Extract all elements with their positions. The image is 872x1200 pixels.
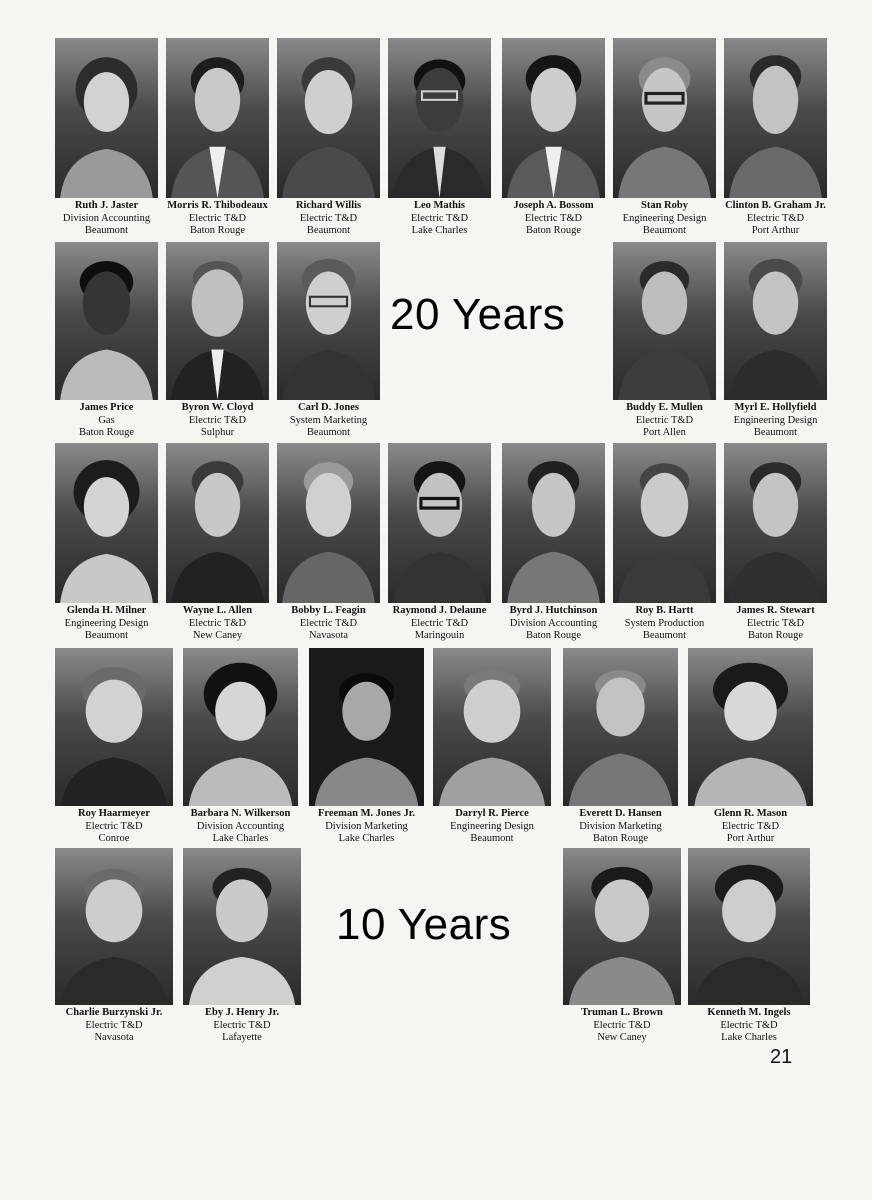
person-location: Maringouin <box>414 630 465 641</box>
person-name: Morris R. Thibodeaux <box>167 200 268 211</box>
heading-20-years: 20 Years <box>390 290 566 339</box>
person-name: Myrl E. Hollyfield <box>734 402 817 413</box>
person-location: Lake Charles <box>212 833 269 844</box>
person-card <box>183 848 301 1045</box>
person-location: Port Allen <box>643 427 686 438</box>
person-card <box>388 443 491 643</box>
person-name: James R. Stewart <box>736 605 815 616</box>
person-department: Electric T&D <box>188 617 247 629</box>
person-department: Engineering Design <box>64 617 149 629</box>
person-card <box>309 648 424 846</box>
person-card <box>613 443 716 643</box>
portrait-photo <box>688 648 813 806</box>
person-name: Glenn R. Mason <box>713 808 788 819</box>
person-name: Byron W. Cloyd <box>181 402 254 413</box>
portrait-photo <box>183 648 298 806</box>
person-card <box>613 38 716 238</box>
person-department: Electric T&D <box>188 212 247 224</box>
person-location: Baton Rouge <box>592 833 649 844</box>
person-card <box>55 648 173 846</box>
person-card <box>55 848 173 1045</box>
person-card <box>166 38 269 238</box>
heading-10-years: 10 Years <box>336 900 512 949</box>
person-card <box>502 38 605 238</box>
person-location: Baton Rouge <box>189 225 246 236</box>
portrait-photo <box>388 38 491 198</box>
portrait-photo <box>277 242 380 400</box>
person-name: Clinton B. Graham Jr. <box>725 200 826 211</box>
person-card <box>433 648 551 846</box>
person-department: Electric T&D <box>720 1019 778 1031</box>
person-location: Port Arthur <box>751 225 800 236</box>
person-name: Bobby L. Feagin <box>291 605 366 616</box>
person-department: Electric T&D <box>746 212 805 224</box>
person-card <box>55 242 158 440</box>
person-location: Beaumont <box>84 225 129 236</box>
portrait-photo <box>388 443 491 603</box>
person-name: Joseph A. Bossom <box>513 200 594 211</box>
person-card <box>563 648 678 846</box>
person-card <box>55 38 158 238</box>
person-department: Gas <box>98 414 115 426</box>
person-name: Stan Roby <box>641 200 688 211</box>
portrait-photo <box>724 38 827 198</box>
person-department: Electric T&D <box>593 1019 651 1031</box>
portrait-photo <box>55 242 158 400</box>
person-department: Division Marketing <box>579 820 662 832</box>
person-location: Beaumont <box>470 833 514 844</box>
person-name: Roy B. Hartt <box>635 605 694 616</box>
portrait-photo <box>724 443 827 603</box>
portrait-photo <box>563 848 681 1005</box>
page-number: 21 <box>770 1046 793 1068</box>
person-name: Barbara N. Wilkerson <box>190 808 291 819</box>
person-location: Sulphur <box>200 427 235 438</box>
person-department: Electric T&D <box>524 212 583 224</box>
person-location: Beaumont <box>642 630 687 641</box>
person-card <box>724 443 827 643</box>
person-name: Truman L. Brown <box>581 1007 663 1018</box>
person-name: Everett D. Hansen <box>579 808 662 819</box>
person-department: System Production <box>624 617 705 629</box>
portrait-photo <box>309 648 424 806</box>
portrait-photo <box>502 38 605 198</box>
portrait-photo <box>613 38 716 198</box>
person-location: Beaumont <box>642 225 687 236</box>
person-department: Electric T&D <box>85 1019 143 1031</box>
person-name: Charlie Burzynski Jr. <box>65 1007 163 1018</box>
person-name: Raymond J. Delaune <box>392 605 487 616</box>
portrait-photo <box>277 443 380 603</box>
person-location: Lafayette <box>222 1032 262 1043</box>
person-location: Beaumont <box>306 427 351 438</box>
person-location: Baton Rouge <box>747 630 804 641</box>
person-department: Electric T&D <box>299 212 358 224</box>
person-card <box>613 242 716 440</box>
person-department: Division Accounting <box>196 820 285 832</box>
person-location: Lake Charles <box>338 833 395 844</box>
portrait-photo <box>433 648 551 806</box>
portrait-photo <box>724 242 827 400</box>
person-location: Baton Rouge <box>525 630 582 641</box>
person-card <box>724 242 827 440</box>
portrait-photo <box>166 443 269 603</box>
person-name: Wayne L. Allen <box>182 605 253 616</box>
portrait-photo <box>55 648 173 806</box>
person-card <box>688 648 813 846</box>
person-department: Electric T&D <box>410 212 469 224</box>
person-location: New Caney <box>192 630 243 641</box>
person-location: Baton Rouge <box>525 225 582 236</box>
person-location: New Caney <box>597 1032 647 1043</box>
person-name: James Price <box>79 402 134 413</box>
person-location: Conroe <box>98 833 130 844</box>
person-card <box>166 443 269 643</box>
person-department: Electric T&D <box>721 820 780 832</box>
person-card <box>166 242 269 440</box>
person-name: Glenda H. Milner <box>66 605 147 616</box>
person-card <box>55 443 158 643</box>
portrait-photo <box>688 848 810 1005</box>
person-name: Roy Haarmeyer <box>77 808 150 819</box>
person-name: Buddy E. Mullen <box>626 402 703 413</box>
person-location: Port Arthur <box>726 833 775 844</box>
person-card <box>688 848 810 1045</box>
person-department: Electric T&D <box>410 617 469 629</box>
portrait-photo <box>55 848 173 1005</box>
person-card <box>183 648 298 846</box>
person-card <box>277 38 380 238</box>
portrait-photo <box>502 443 605 603</box>
person-name: Byrd J. Hutchinson <box>509 605 598 616</box>
person-name: Freeman M. Jones Jr. <box>317 808 416 819</box>
person-department: Electric T&D <box>188 414 247 426</box>
person-location: Beaumont <box>753 427 798 438</box>
person-location: Beaumont <box>84 630 129 641</box>
person-location: Beaumont <box>306 225 351 236</box>
portrait-photo <box>277 38 380 198</box>
person-department: Electric T&D <box>746 617 805 629</box>
person-card <box>277 443 380 643</box>
person-name: Kenneth M. Ingels <box>707 1007 791 1018</box>
person-card <box>563 848 681 1045</box>
person-name: Carl D. Jones <box>298 402 359 413</box>
portrait-photo <box>613 242 716 400</box>
person-card <box>277 242 380 440</box>
person-card <box>724 38 827 238</box>
person-location: Navasota <box>308 630 349 641</box>
portrait-photo <box>55 38 158 198</box>
person-name: Richard Willis <box>295 200 362 211</box>
person-name: Leo Mathis <box>413 200 466 211</box>
person-name: Darryl R. Pierce <box>455 808 529 819</box>
portrait-photo <box>166 38 269 198</box>
person-department: Electric T&D <box>213 1019 271 1031</box>
portrait-photo <box>166 242 269 400</box>
person-department: Division Accounting <box>509 617 598 629</box>
person-location: Lake Charles <box>721 1032 777 1043</box>
portrait-photo <box>55 443 158 603</box>
person-department: System Marketing <box>289 414 368 426</box>
person-department: Engineering Design <box>733 414 818 426</box>
person-department: Engineering Design <box>622 212 707 224</box>
person-name: Eby J. Henry Jr. <box>205 1007 279 1018</box>
person-card <box>502 443 605 643</box>
person-department: Electric T&D <box>85 820 143 832</box>
person-department: Division Marketing <box>325 820 408 832</box>
portrait-photo <box>613 443 716 603</box>
portrait-photo <box>183 848 301 1005</box>
person-location: Lake Charles <box>411 225 468 236</box>
person-department: Division Accounting <box>62 212 151 224</box>
person-department: Electric T&D <box>299 617 358 629</box>
person-card <box>388 38 491 238</box>
person-location: Baton Rouge <box>78 427 135 438</box>
person-location: Navasota <box>94 1032 134 1043</box>
person-department: Electric T&D <box>635 414 694 426</box>
portrait-photo <box>563 648 678 806</box>
person-department: Engineering Design <box>450 820 534 832</box>
person-name: Ruth J. Jaster <box>74 200 139 211</box>
